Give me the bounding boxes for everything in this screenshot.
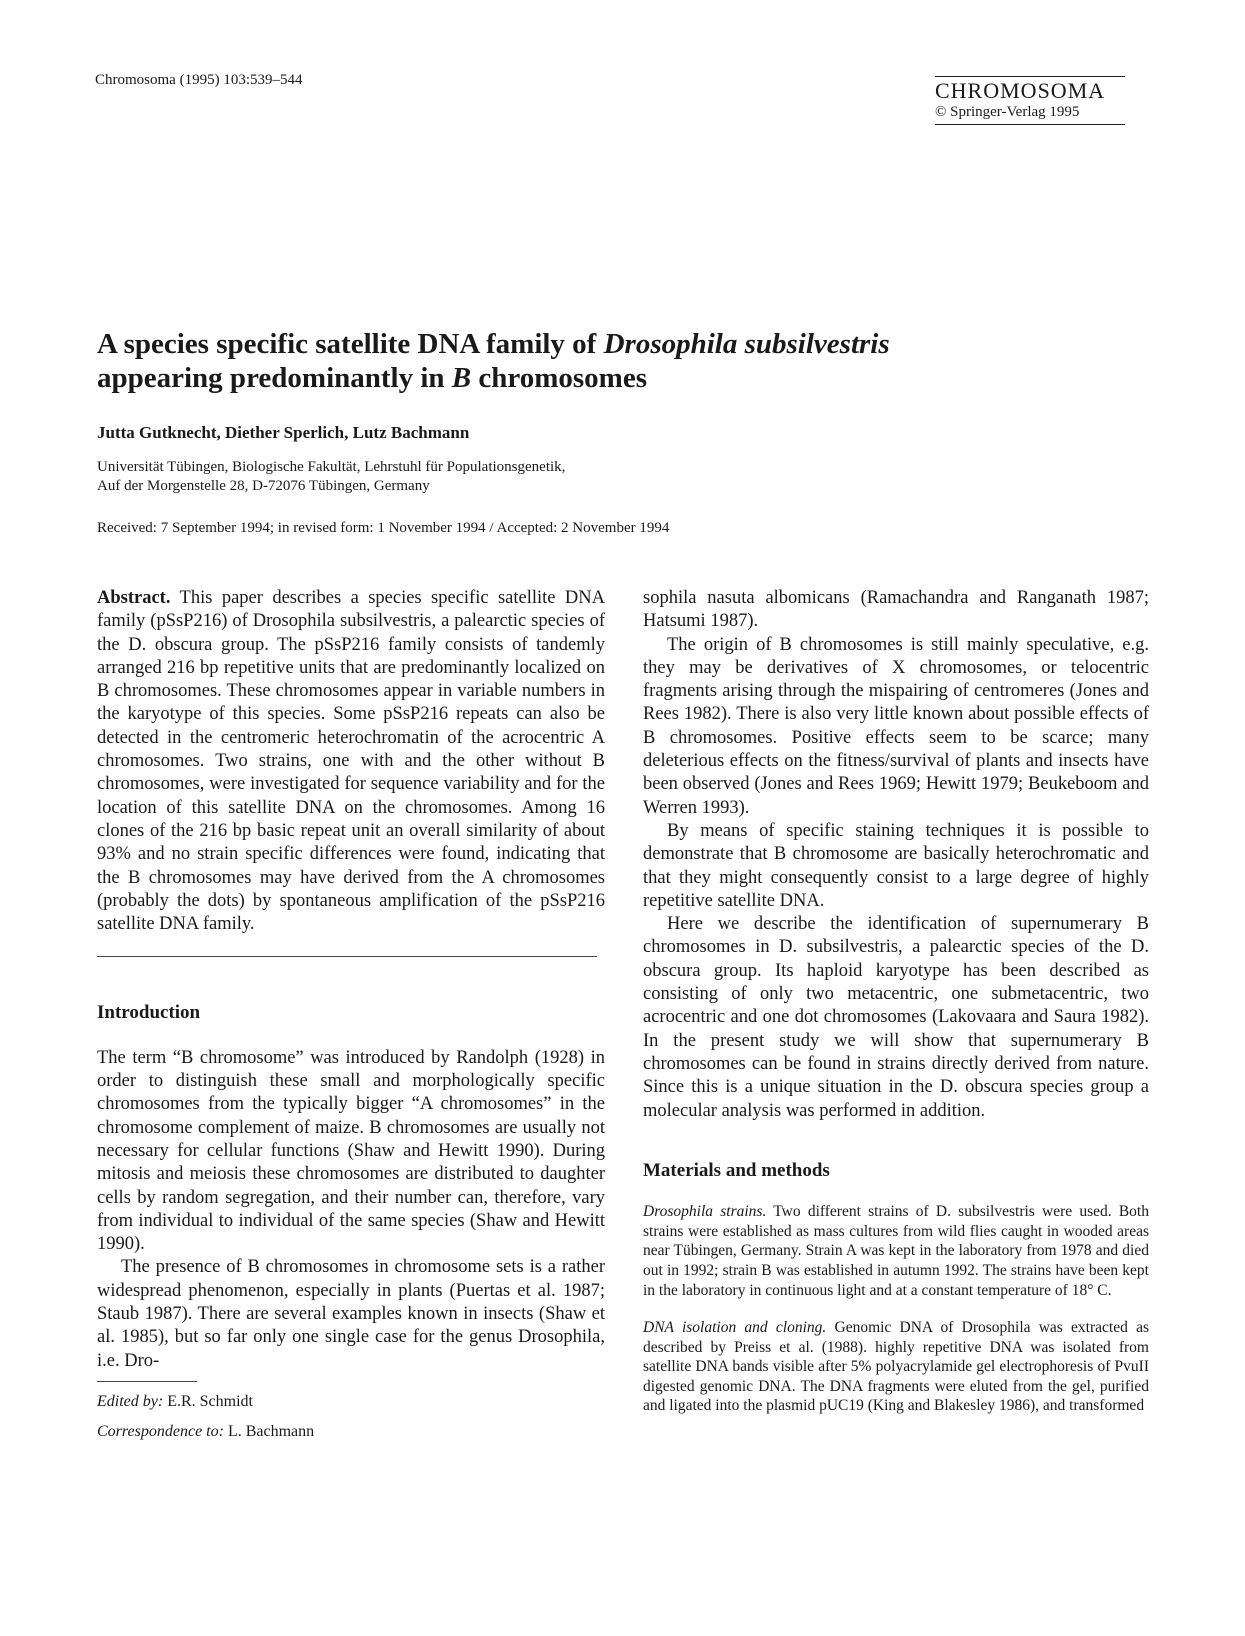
brand-bottom-rule [935,124,1125,125]
strains-text: Two different strains of D. subsilvestris were used. Both strains were established as mass cultures from wild flies caught in wooded areas near Tübingen, Germany. Strain A was kept in the laboratory from 1978 and died out in 1992; strain B was established in autumn 1992. The strains have been kept in the laboratory in continuous light and at a constant temperature of 18° C. [643,1203,1149,1299]
intro-paragraph-1: The term “B chromosome” was introduced by Randolph (1928) in order to distinguish these small and morphologically specific chromosomes from the typically bigger “A chromosomes” in the chromosome complement of maize. B chromosomes are usually not necessary for cellular functions (Shaw and Hewitt 1990). During mitosis and meiosis these chromosomes are distributed to daughter cells by random segregation, and their number can, therefore, vary from individual to individual of the same species (Shaw and Hewitt 1990). [97,1047,605,1255]
intro-paragraph-5: Here we describe the identification of supernumerary B chromosomes in D. subsilvestris, a palearctic species of the D. obscura group. Its haploid karyotype has been described as consisting of only two metacentric, one submetacentric, two acrocentric and one dot chromosomes (Lakovaara and Saura 1982). In the present study we will show that supernumerary B chromosomes can be found in strains directly derived from nature. Since this is a unique situation in the D. obscura species group a molecular analysis was performed in addition. [643,914,1149,1121]
brand-top-rule [935,76,1125,77]
edited-by [97,1392,605,1412]
intro-paragraph-4: By means of specific staining techniques it is possible to demonstrate that B chromosome are basically heterochromatic and that they might consequently consist to a large degree of highly repetitive satellite DNA. [643,820,1149,911]
correspondence-label: Correspondence to: [97,1422,224,1440]
abstract-divider [97,956,597,957]
affiliation [97,458,565,496]
title-part1: A species specific satellite DNA family of [97,328,604,360]
edited-by-label: Edited by: [97,1392,164,1410]
copyright: © Springer-Verlag 1995 [935,104,1080,120]
title-part3: chromosomes [471,362,647,394]
introduction-heading: Introduction [97,1002,201,1024]
paper-title [97,327,1157,395]
title-b: B [451,362,472,394]
correspondence-name: L. Bachmann [227,1422,315,1440]
abstract-text: This paper describes a species specific satellite DNA family (pSsP216) of Drosophila subsilvestris, a palearctic species of the D. obscura group. The pSsP216 family consists of tandemly arranged 216 bp repetitive units that are predominantly localized on B chromosomes. These chromosomes appear in variable numbers in the karyotype of this species. Some pSsP216 repeats can also be detected in the centromeric heterochromatin of the acrocentric A chromosomes. Two strains, one with and the other without B chromosomes, were investigated for sequence variability and for the location of this satellite DNA on the chromosomes. Among 16 clones of the 216 bp basic repeat unit an overall similarity of about 93% and no strain specific differences were found, indicating that the B chromosomes may have derived from the A chromosomes (probably the dots) by spontaneous amplification of the pSsP216 satellite DNA family. [97,588,605,935]
intro-paragraph-2-continued: sophila nasuta albomicans (Ramachandra and Ranganath 1987; Hatsumi 1987). [643,588,1149,632]
edited-by-name: E.R. Schmidt [167,1392,253,1410]
left-column [97,587,605,1442]
abstract-label: Abstract. [97,588,171,608]
affiliation-line2: Auf der Morgenstelle 28, D-72076 Tübingen, Germany [97,478,430,494]
received-dates: Received: 7 September 1994; in revised form: 1 November 1994 / Accepted: 2 November 1994 [97,520,670,536]
methods-strains [643,1202,1149,1300]
methods-dna [643,1318,1149,1416]
intro-paragraph-3: The origin of B chromosomes is still mainly speculative, e.g. they may be derivatives of X chromosomes, or telocentric fragments arising through the mispairing of centromeres (Jones and Rees 1982). There is also very little known about possible effects of B chromosomes. Positive effects seem to be scarce; many deleterious effects on the fitness/survival of plants and insects have been observed (Jones and Rees 1969; Hewitt 1979; Beukeboom and Werren 1993). [643,634,1149,818]
journal-name: CHROMOSOMA [935,78,1106,103]
strains-label: Drosophila strains. [643,1203,767,1221]
dna-label: DNA isolation and cloning. [643,1319,827,1337]
correspondence [97,1422,605,1442]
footnote-divider [97,1381,197,1382]
methods-heading: Materials and methods [643,1159,830,1181]
right-column [643,587,1149,1416]
journal-brand [935,76,1125,125]
title-part2: appearing predominantly in [97,362,452,394]
journal-citation: Chromosoma (1995) 103:539–544 [95,72,303,88]
title-species: Drosophila subsilvestris [603,328,890,360]
affiliation-line1: Universität Tübingen, Biologische Fakultät, Lehrstuhl für Populationsgenetik, [97,459,566,475]
authors: Jutta Gutknecht, Diether Sperlich, Lutz Bachmann [97,423,470,442]
dna-text: Genomic DNA of Drosophila was extracted as described by Preiss et al. (1988). highly repetitive DNA was isolated from satellite DNA bands visible after 5% polyacrylamide gel electrophoresis of PvuII digested genomic DNA. The DNA fragments were eluted from the gel, purified and ligated into the plasmid pUC19 (King and Blakesley 1986), and transformed [643,1319,1149,1415]
intro-paragraph-2: The presence of B chromosomes in chromosome sets is a rather widespread phenomenon, especially in plants (Puertas et al. 1987; Staub 1987). There are several examples known in insects (Shaw et al. 1985), but so far only one single case for the genus Drosophila, i.e. Dro- [97,1257,605,1371]
abstract [97,587,605,936]
